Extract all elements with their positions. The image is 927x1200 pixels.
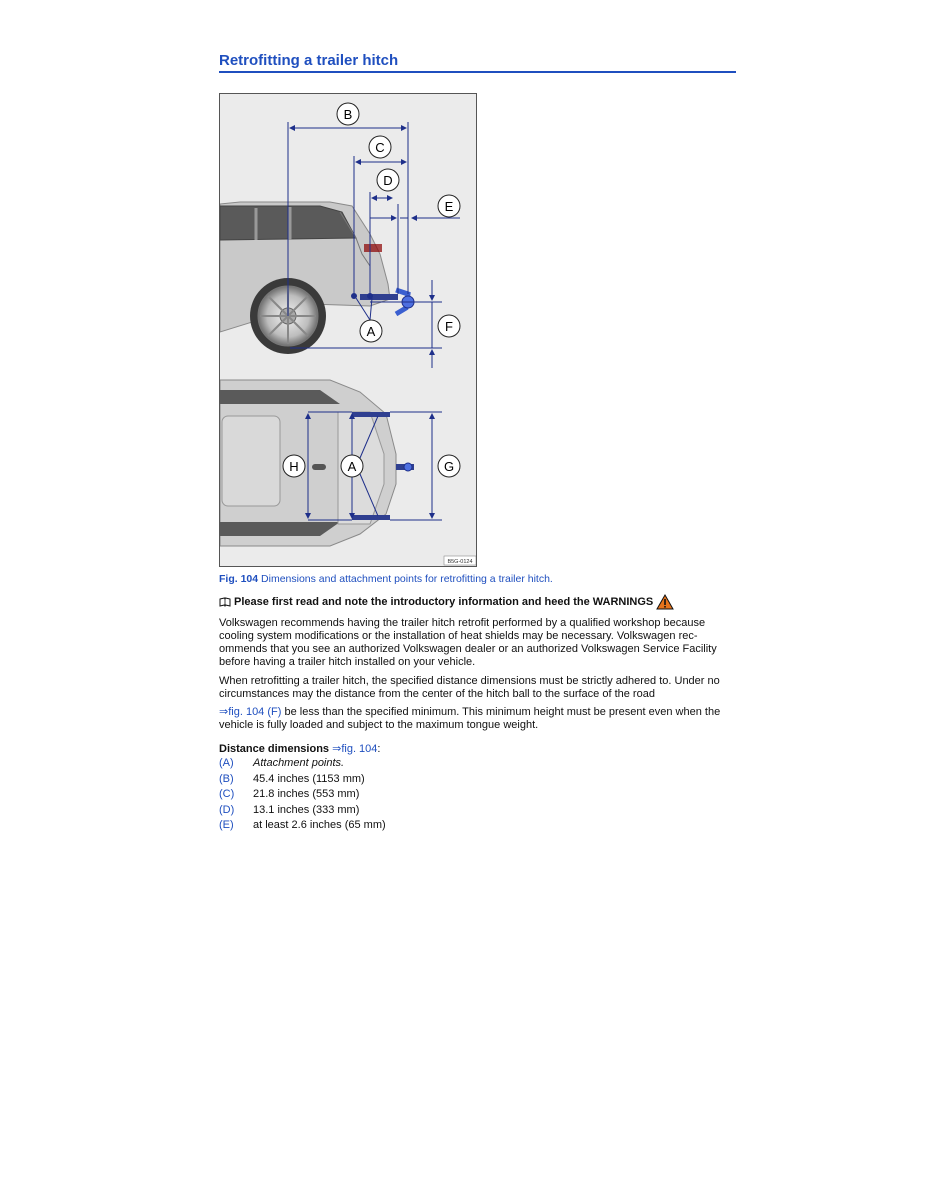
label-a-top (341, 455, 363, 477)
list-item (219, 819, 386, 835)
item-value: at least 2.6 inches (65 mm) (253, 819, 386, 831)
list-item (219, 757, 386, 773)
svg-text:E: E (444, 199, 454, 214)
svg-text:B: B (343, 107, 353, 122)
paragraph-dimensions-rule: When retrofitting a trailer hitch, the specified distance dimensions must be strictly adhered to. Under no circumstances may the distance from the center of the hitch ball to the surface of the road (219, 675, 720, 700)
svg-text:C: C (375, 140, 385, 155)
warning-triangle-icon (656, 594, 674, 610)
warning-heading-text: Please first read and note the introductory information and heed the WARNINGS (234, 596, 654, 608)
page-title: Retrofitting a trailer hitch (219, 52, 399, 69)
colon: : (377, 743, 381, 755)
svg-text:F: F (445, 319, 453, 334)
car-side-view (220, 202, 414, 354)
svg-text:H: H (289, 459, 299, 474)
item-key: (D) (219, 803, 235, 816)
book-icon (219, 597, 231, 607)
distance-dimensions-heading (219, 742, 380, 755)
paragraph-recommendation: Volkswagen recommends having the trailer hitch retrofit performed by a qualified workshop because cooling system modifications or the installation of heat shields may be necessary. Volkswagen rec-ommends that you see an authorized Volkswagen dealer or an authorized Volkswagen Service Facility before having a trailer hitch installed on your vehicle. (219, 617, 717, 668)
list-item (219, 788, 386, 804)
trailer-hitch-diagram (220, 94, 476, 566)
item-value: 45.4 inches (1153 mm) (253, 772, 365, 785)
item-key: (C) (219, 788, 235, 800)
item-value: 13.1 inches (333 mm) (253, 803, 360, 816)
item-key: (A) (219, 757, 234, 769)
paragraph-minimum-height-text: be less than the specified minimum. This minimum height must be present even when the vehicle is fully loaded and subject to the maximum tongue weight. (219, 706, 721, 731)
fig-104-f-link[interactable]: ⇒fig. 104 (F) (219, 706, 282, 718)
label-f (438, 315, 460, 337)
figure-caption (219, 573, 553, 585)
item-value: Attachment points. (253, 757, 345, 769)
figure-code: B5G-0124 (447, 559, 473, 565)
label-d (377, 169, 399, 191)
svg-text:A: A (347, 459, 357, 474)
distance-dimensions-title: Distance dimensions (219, 743, 330, 755)
svg-text:G: G (443, 459, 455, 474)
item-key: (E) (219, 819, 234, 831)
list-item (219, 804, 386, 820)
label-e (438, 195, 460, 217)
figure-caption-number: Fig. 104 (219, 573, 259, 585)
list-item (219, 773, 386, 789)
label-g (438, 455, 460, 477)
title-rule (219, 71, 736, 73)
svg-text:D: D (383, 173, 393, 188)
item-key: (B) (219, 772, 234, 785)
label-b (337, 103, 359, 125)
label-c (369, 136, 391, 158)
paragraph-minimum-height (219, 706, 739, 732)
label-h (283, 455, 305, 477)
figure-104 (219, 93, 477, 567)
car-top-view (220, 380, 414, 546)
distance-list (219, 757, 386, 835)
label-a-side (360, 320, 382, 342)
warning-heading (219, 594, 674, 610)
figure-caption-text: Dimensions and attachment points for retrofitting a trailer hitch. (258, 573, 553, 585)
fig-104-link[interactable]: ⇒fig. 104 (329, 743, 378, 755)
svg-text:A: A (366, 324, 376, 339)
item-value: 21.8 inches (553 mm) (253, 788, 360, 800)
